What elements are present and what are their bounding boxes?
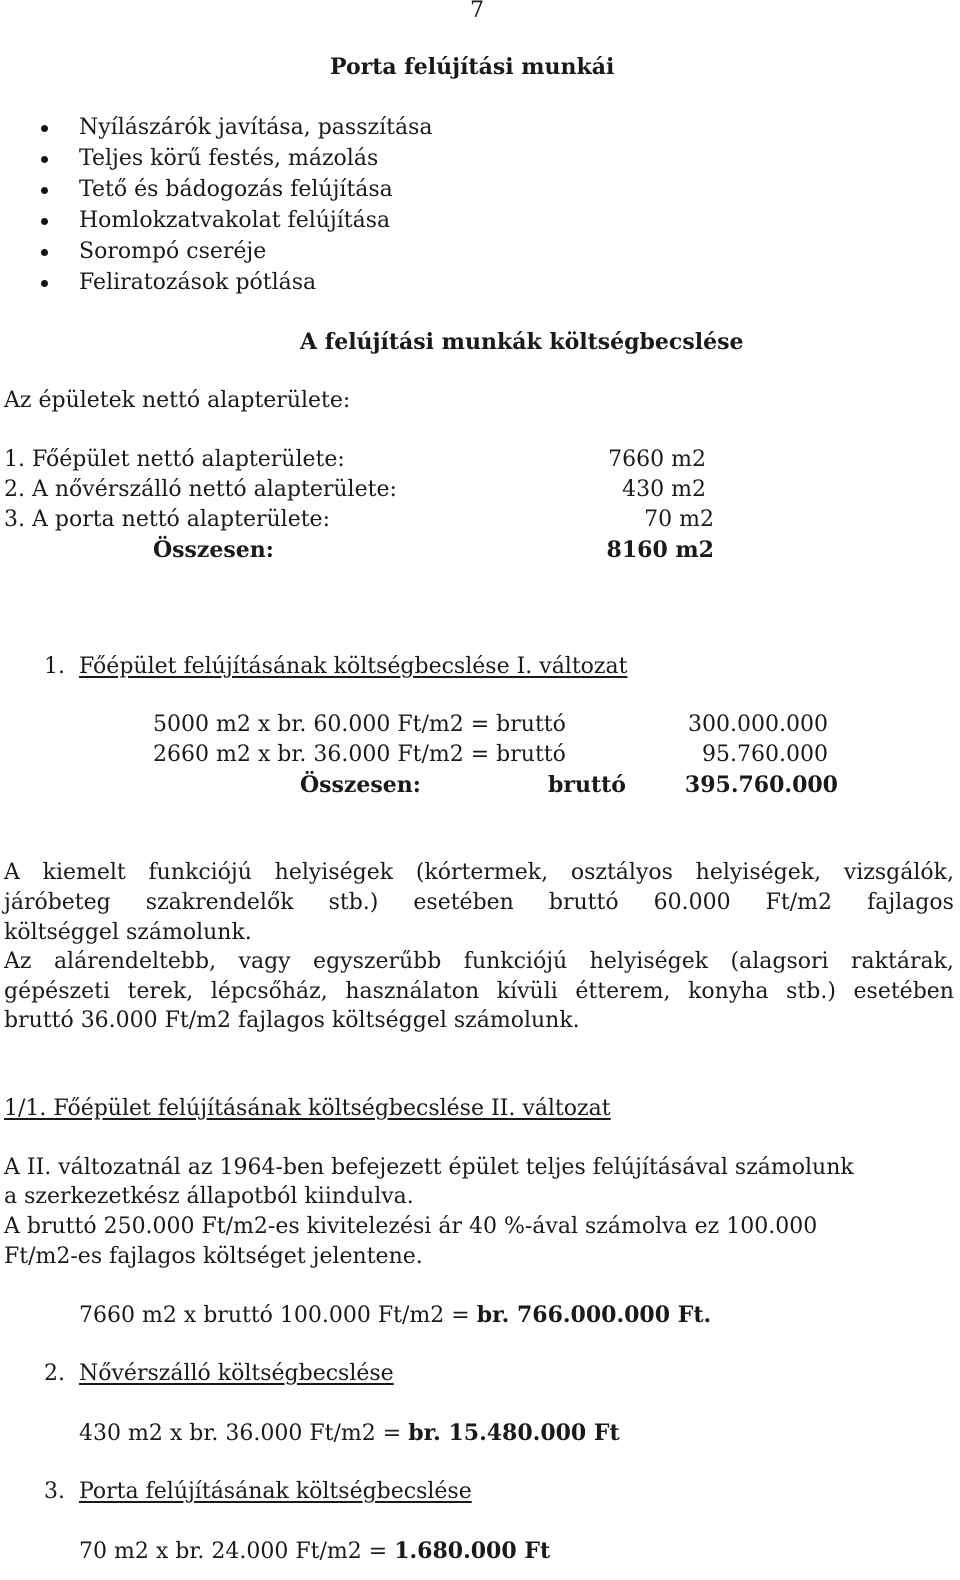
calc-result: 1.680.000 Ft <box>394 1538 551 1564</box>
word: helyiségek, <box>695 860 822 885</box>
word: terek, <box>127 979 194 1004</box>
word: konyha <box>688 979 769 1004</box>
section1-number: 1. <box>44 654 65 679</box>
word: kiemelt <box>42 860 126 885</box>
bullet-icon <box>41 249 48 256</box>
area-total-value: 8160 m2 <box>606 537 714 563</box>
section1-1-heading: 1/1. Főépület felújításának költségbecslése II. változat <box>4 1096 611 1121</box>
calc-total-brutto: bruttó <box>548 772 626 798</box>
calc-result: br. 15.480.000 Ft <box>408 1420 620 1446</box>
word: esetében <box>853 979 954 1004</box>
section3-calc <box>79 1536 550 1567</box>
area-label: 1. Főépület nettó alapterülete: <box>4 447 345 472</box>
calc-expression: 70 m2 x br. 24.000 Ft/m2 = <box>79 1539 395 1564</box>
estimate-title: A felújítási munkák költségbecslése <box>300 329 744 355</box>
word: gépészeti <box>4 979 110 1004</box>
word: stb.) <box>786 979 836 1004</box>
justified-line <box>4 888 954 918</box>
paragraph-line: A bruttó 250.000 Ft/m2-es kivitelezési ár 40 %-ával számolva ez 100.000 <box>4 1214 818 1239</box>
word: lépcsőház, <box>210 979 328 1004</box>
word: alárendeltebb, <box>53 949 217 974</box>
justified-line <box>4 947 954 977</box>
word: Az <box>4 949 32 974</box>
area-total-label: Összesen: <box>153 537 274 563</box>
word: vizsgálók, <box>843 860 954 885</box>
paragraph-line: Ft/m2-es fajlagos költséget jelentene. <box>4 1244 423 1269</box>
list-item: Sorompó cseréje <box>79 239 267 264</box>
calc-expression: 430 m2 x br. 36.000 Ft/m2 = <box>79 1421 409 1446</box>
word: vagy <box>238 949 291 974</box>
section1-heading: Főépület felújításának költségbecslése I. változat <box>79 654 628 679</box>
area-value: 430 m2 <box>622 477 706 502</box>
section2-heading: Nővérszálló költségbecslése <box>79 1361 394 1386</box>
word: funkciójú <box>148 860 252 885</box>
section3-number: 3. <box>44 1479 65 1504</box>
list-item: Teljes körű festés, mázolás <box>79 146 379 171</box>
calc-value: 95.760.000 <box>702 742 828 767</box>
word: stb.) <box>328 890 379 915</box>
justified-line <box>4 858 954 888</box>
word: kívüli <box>496 979 558 1004</box>
bullet-icon <box>41 280 48 287</box>
page-number: 7 <box>470 0 484 23</box>
paragraph-line: költséggel számolunk. <box>4 920 252 945</box>
word: funkciójú <box>463 949 568 974</box>
section1-1-calc <box>79 1300 711 1331</box>
paragraph-line: A II. változatnál az 1964-ben befejezett épület teljes felújításával számolunk <box>4 1155 854 1180</box>
word: osztályos <box>570 860 673 885</box>
calc-total-label: Összesen: <box>300 772 421 798</box>
area-label: 2. A nővérszálló nettó alapterülete: <box>4 477 397 502</box>
bullet-icon <box>41 125 48 132</box>
word: járóbeteg <box>4 890 111 915</box>
word: egyszerűbb <box>313 949 442 974</box>
area-intro: Az épületek nettó alapterülete: <box>4 388 351 413</box>
area-value: 7660 m2 <box>608 447 706 472</box>
word: Ft/m2 <box>765 890 833 915</box>
list-item: Tető és bádogozás felújítása <box>79 177 393 202</box>
list-item: Nyílászárók javítása, passzítása <box>79 115 433 140</box>
section2-number: 2. <box>44 1361 65 1386</box>
paragraph-line: a szerkezetkész állapotból kiindulva. <box>4 1184 414 1209</box>
area-value: 70 m2 <box>644 507 714 532</box>
paragraph-line: bruttó 36.000 Ft/m2 fajlagos költséggel számolunk. <box>4 1008 580 1033</box>
calc-total-value: 395.760.000 <box>684 772 838 798</box>
word: használaton <box>345 979 480 1004</box>
word: étterem, <box>575 979 671 1004</box>
bullet-icon <box>41 187 48 194</box>
area-label: 3. A porta nettó alapterülete: <box>4 507 330 532</box>
section2-calc <box>79 1418 620 1449</box>
word: bruttó <box>548 890 619 915</box>
calc-value: 300.000.000 <box>688 712 828 737</box>
list-item: Feliratozások pótlása <box>79 270 317 295</box>
word: (alagsori <box>730 949 829 974</box>
word: szakrendelők <box>145 890 294 915</box>
calc-row: 5000 m2 x br. 60.000 Ft/m2 = bruttó <box>153 712 566 737</box>
bullet-icon <box>41 156 48 163</box>
word: 60.000 <box>653 890 731 915</box>
calc-row: 2660 m2 x br. 36.000 Ft/m2 = bruttó <box>153 742 566 767</box>
word: helyiségek <box>274 860 394 885</box>
word: (kórtermek, <box>415 860 549 885</box>
word: A <box>4 860 20 885</box>
word: helyiségek <box>589 949 709 974</box>
calc-expression: 7660 m2 x bruttó 100.000 Ft/m2 = <box>79 1303 477 1328</box>
porta-title: Porta felújítási munkái <box>330 54 615 80</box>
bullet-icon <box>41 218 48 225</box>
list-item: Homlokzatvakolat felújítása <box>79 208 391 233</box>
word: esetében <box>413 890 514 915</box>
calc-result: br. 766.000.000 Ft. <box>476 1302 712 1328</box>
justified-line <box>4 977 954 1007</box>
section3-heading: Porta felújításának költségbecslése <box>79 1479 472 1504</box>
word: fajlagos <box>867 890 954 915</box>
word: raktárak, <box>851 949 954 974</box>
